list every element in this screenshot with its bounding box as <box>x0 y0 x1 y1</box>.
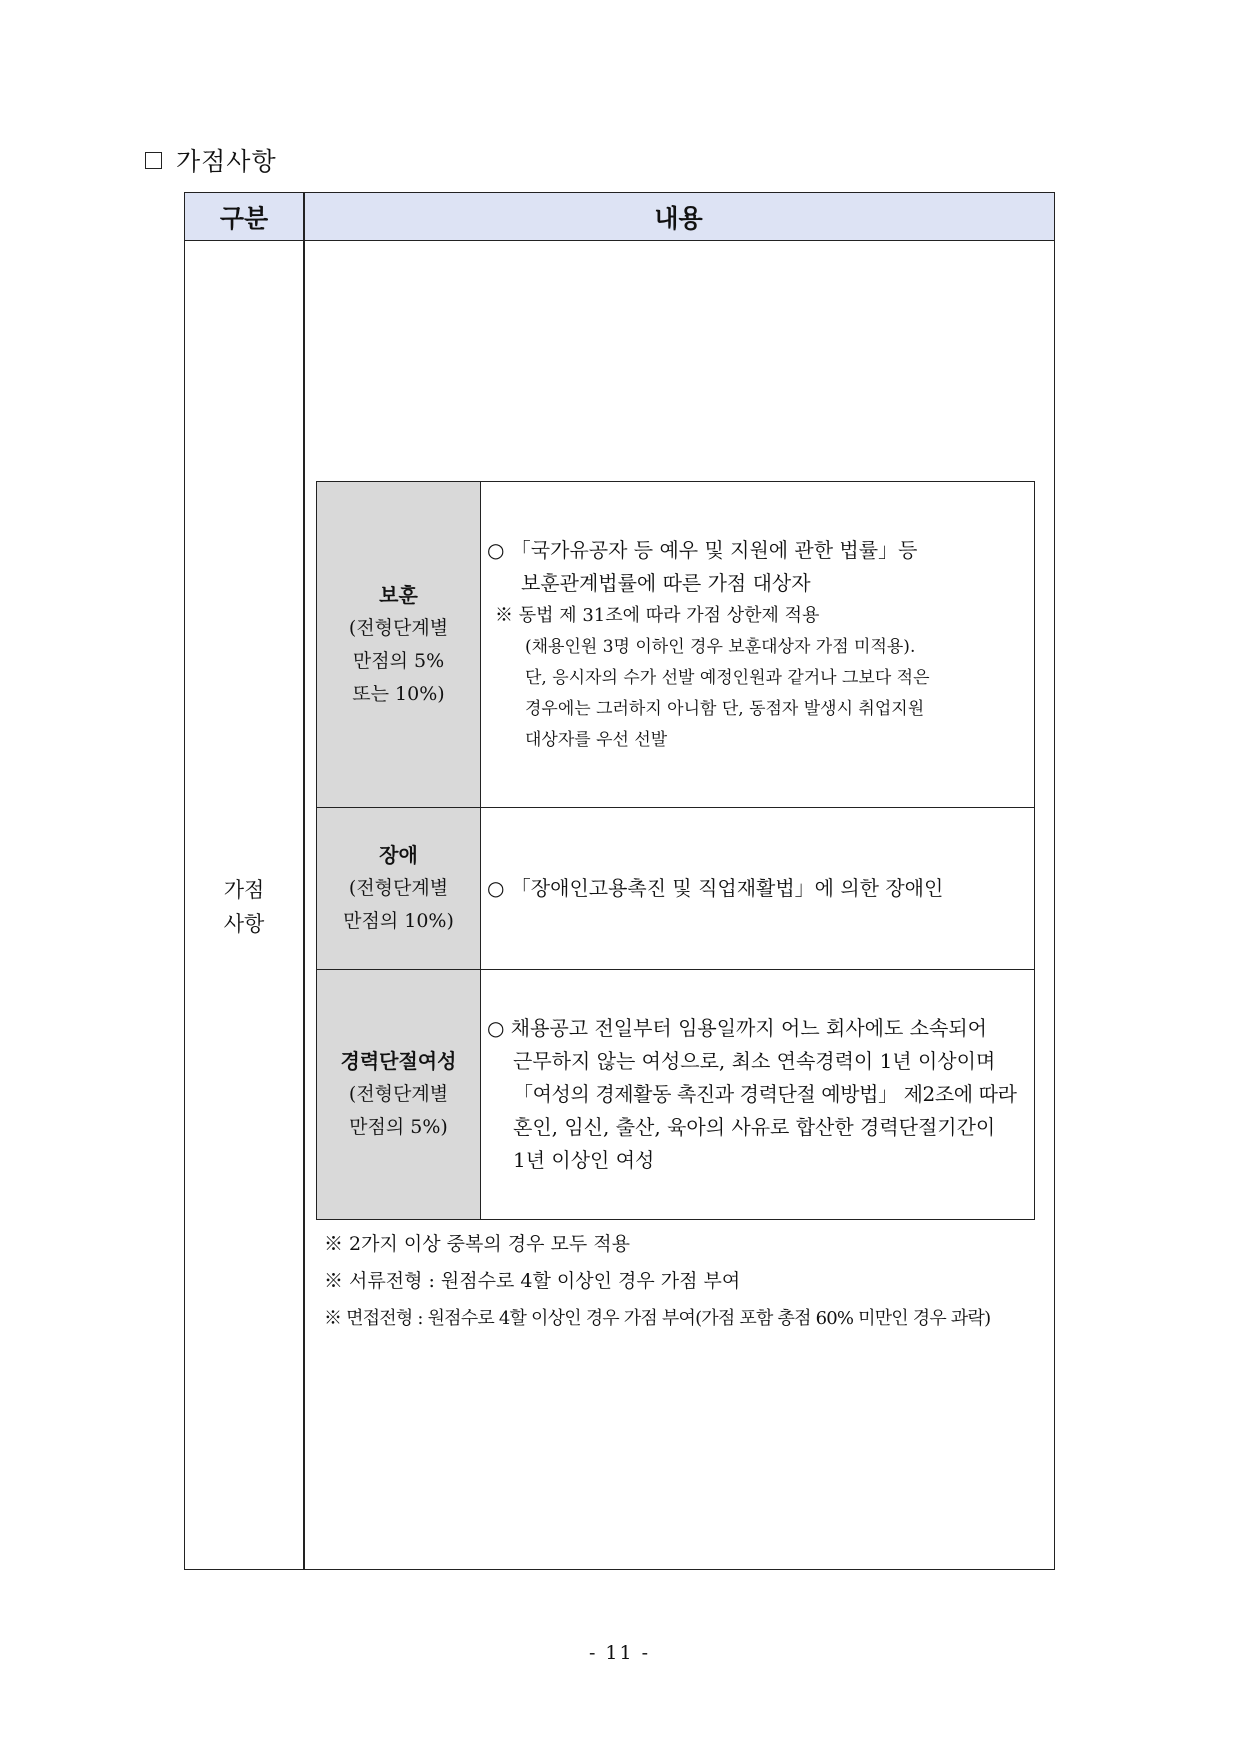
row-label-disability: 장애 (전형단계별 만점의 10%) <box>317 808 481 969</box>
table-row-veterans <box>317 482 1034 808</box>
header-content: 내용 <box>654 203 703 233</box>
row-label-career-break-women: 경력단절여성 (전형단계별 만점의 5%) <box>317 970 481 1219</box>
row-content-career-break-women: ○ 채용공고 전일부터 임용일까지 어느 회사에도 소속되어 근무하지 않는 여성으로, 최소 연속경력이 1년 이상이며 「여성의 경제활동 촉진과 경력단절 예방법」 제2조에 따라 혼인, 임신, 출산, 육아의 사유로 합산한 경력단절기간이 1년 이상인 여성 <box>487 1016 1017 1172</box>
table-row-career-break-women <box>317 970 1034 1219</box>
bonus-detail-table <box>316 481 1035 1220</box>
page-number: - 11 - <box>588 1642 651 1664</box>
note-item: ※ 서류전형 : 원점수로 4할 이상인 경우 가점 부여 <box>324 1270 741 1292</box>
section-title: 가점사항 <box>176 147 277 176</box>
table-header-row <box>185 193 1054 241</box>
table-row-disability <box>317 808 1034 970</box>
row-content-veterans: ○ 「국가유공자 등 예우 및 지원에 관한 법률」등 보훈관계법률에 따른 가점 대상자 ※ 동법 제 31조에 따라 가점 상한제 적용 (채용인원 3명 이하인 경우 보훈대상자 가점 미적용). 단, 응시자의 수가 선발 예정인원과 같거나 그보다 적은 경우에는 그러하지 아니함 단, 동점자 발생시 취업지원 대상자를 우선 선발 <box>487 537 930 750</box>
row-content-disability: ○ 「장애인고용촉진 및 직업재활법」에 의한 장애인 <box>487 876 944 900</box>
row-label-veterans: 보훈 (전형단계별 만점의 5% 또는 10%) <box>317 482 481 807</box>
checkbox-icon <box>145 152 162 169</box>
section-heading <box>145 142 277 178</box>
header-category: 구분 <box>219 203 269 233</box>
note-item: ※ 면접전형 : 원점수로 4할 이상인 경우 가점 부여(가점 포함 총점 60% 미만인 경우 과락) <box>324 1308 991 1329</box>
category-label: 가점 사항 <box>223 878 265 936</box>
note-item: ※ 2가지 이상 중복의 경우 모두 적용 <box>324 1233 630 1255</box>
column-divider <box>303 193 305 1569</box>
notes <box>324 1226 990 1337</box>
